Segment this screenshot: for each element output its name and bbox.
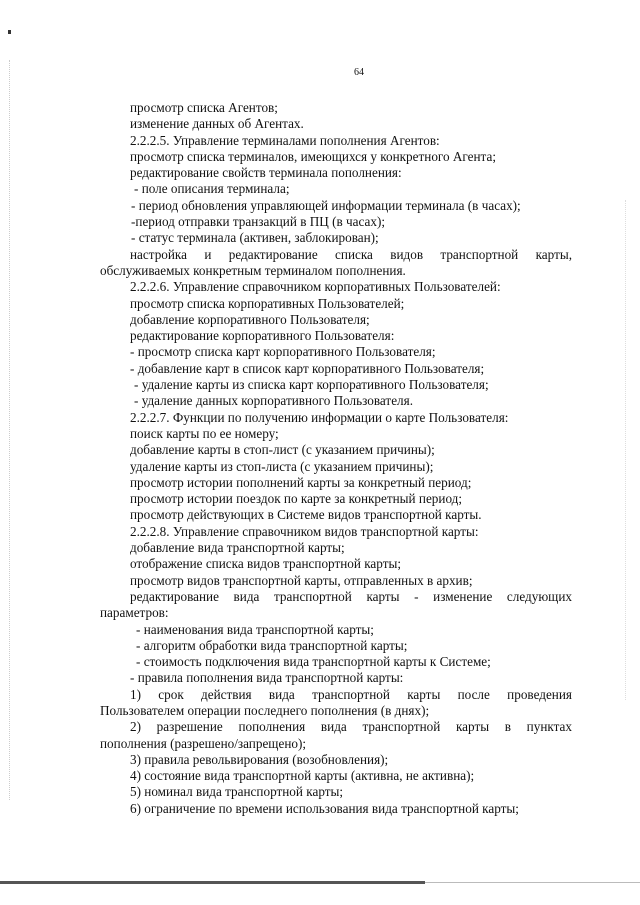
text-line: редактирование свойств терминала пополнения: — [130, 165, 402, 181]
text-line: просмотр видов транспортной карты, отправленных в архив; — [130, 572, 473, 588]
list-item: - просмотр списка карт корпоративного Пользователя; — [130, 344, 436, 360]
list-item: -период отправки транзакций в ПЦ (в часах); — [131, 214, 386, 230]
text-line: редактирование вида транспортной карты - изменение следующих — [130, 588, 572, 604]
numbered-item: 3) правила револьвирования (возобновления); — [130, 751, 389, 767]
text-line: добавление карты в стоп-лист (с указанием причины); — [130, 442, 435, 458]
section-heading: 2.2.2.7. Функции по получению информации о карте Пользователя: — [130, 409, 509, 425]
document-body — [100, 100, 572, 817]
text-line: редактирование корпоративного Пользователя: — [130, 328, 395, 344]
list-item: - удаление данных корпоративного Пользователя. — [134, 393, 413, 409]
text-line: Пользователем операции последнего пополнения (в днях); — [100, 702, 430, 718]
numbered-item: 2) разрешение пополнения вида транспортной карты в пунктах — [130, 719, 572, 735]
list-item: - наименования вида транспортной карты; — [136, 621, 374, 637]
text-line: просмотр списка корпоративных Пользователей; — [130, 295, 405, 311]
page-number: 64 — [354, 67, 364, 78]
text-line: параметров: — [100, 605, 169, 621]
list-item: - статус терминала (активен, заблокирован); — [131, 230, 379, 246]
text-line: просмотр истории поездок по карте за конкретный период; — [130, 491, 463, 507]
section-heading: 2.2.2.6. Управление справочником корпоративных Пользователей: — [130, 279, 501, 295]
list-item: - стоимость подключения вида транспортной карты к Системе; — [136, 654, 491, 670]
text-line: просмотр действующих в Системе видов транспортной карты. — [130, 507, 482, 523]
section-heading: 2.2.2.5. Управление терминалами пополнения Агентов: — [130, 132, 440, 148]
numbered-item: 4) состояние вида транспортной карты (активна, не активна); — [130, 768, 475, 784]
text-line: поиск карты по ее номеру; — [130, 425, 279, 441]
list-item: - удаление карты из списка карт корпоративного Пользователя; — [134, 377, 489, 393]
text-line: удаление карты из стоп-листа (с указанием причины); — [130, 458, 434, 474]
bottom-scan-line — [0, 881, 425, 884]
right-scan-artifact — [625, 200, 627, 700]
text-line: просмотр истории пополнений карты за конкретный период; — [130, 474, 472, 490]
text-line: изменение данных об Агентах. — [130, 116, 304, 132]
text-line: добавление вида транспортной карты; — [130, 540, 345, 556]
text-line: просмотр списка Агентов; — [130, 100, 278, 115]
text-line: добавление корпоративного Пользователя; — [130, 311, 370, 327]
numbered-item: 6) ограничение по времени использования вида транспортной карты; — [130, 800, 519, 816]
left-scan-artifact — [9, 60, 11, 800]
text-line: обслуживаемых конкретным терминалом пополнения. — [100, 262, 406, 278]
numbered-item: 1) срок действия вида транспортной карты после проведения — [130, 686, 572, 702]
text-line: пополнения (разрешено/запрещено); — [100, 735, 307, 751]
list-item: - правила пополнения вида транспортной карты: — [130, 670, 404, 686]
list-item: - алгоритм обработки вида транспортной карты; — [136, 637, 408, 653]
text-line: настройка и редактирование списка видов транспортной карты, — [130, 246, 572, 262]
list-item: - поле описания терминала; — [134, 181, 290, 197]
numbered-item: 5) номинал вида транспортной карты; — [130, 784, 344, 800]
list-item: - период обновления управляющей информации терминала (в часах); — [131, 197, 521, 213]
list-item: - добавление карт в список карт корпоративного Пользователя; — [130, 360, 485, 376]
text-line: просмотр списка терминалов, имеющихся у конкретного Агента; — [130, 148, 496, 164]
section-heading: 2.2.2.8. Управление справочником видов транспортной карты: — [130, 523, 479, 539]
text-line: отображение списка видов транспортной карты; — [130, 556, 401, 572]
margin-scan-mark — [8, 30, 11, 34]
bottom-scan-line-faint — [425, 882, 640, 883]
